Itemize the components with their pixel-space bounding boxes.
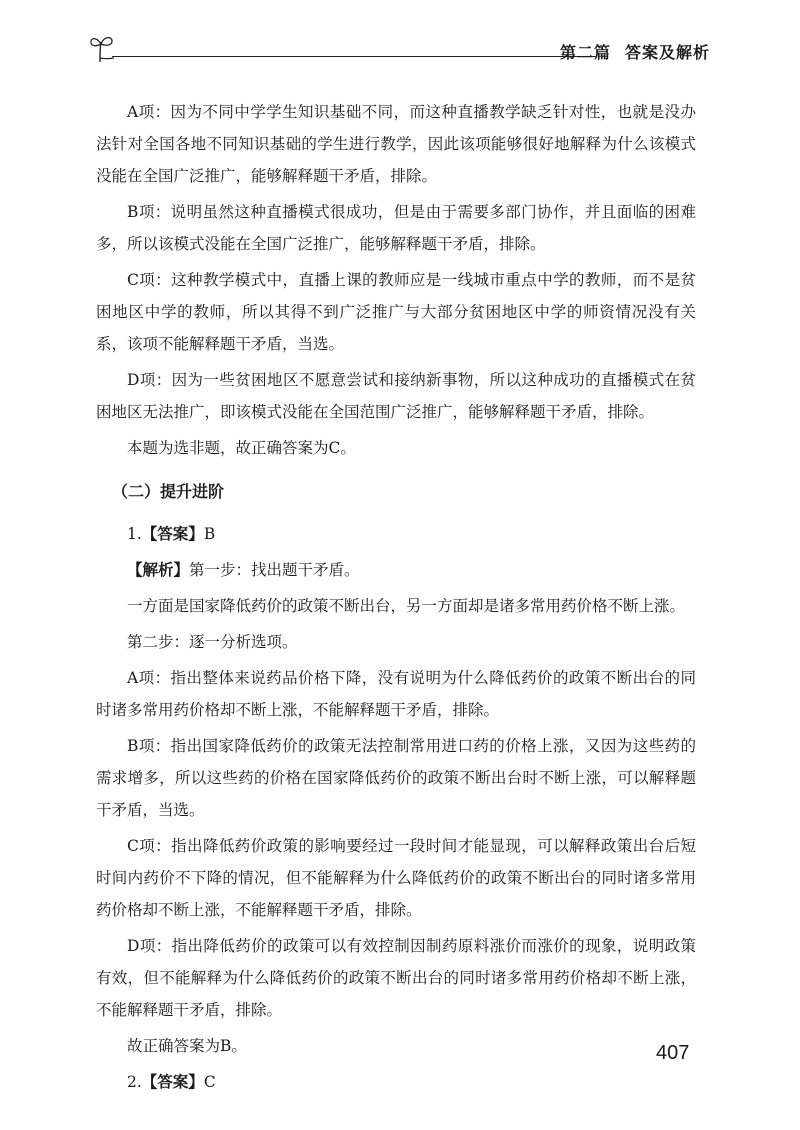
q1-analysis-label: 【解析】 xyxy=(127,561,190,579)
q1-paragraph: A项：指出整体来说药品价格下降，没有说明为什么降低药价的政策不断出台的同时诸多常用药价格却不断上涨，不能解释题干矛盾，排除。 xyxy=(96,669,696,719)
page-body xyxy=(96,96,696,1102)
q1-analysis-first: 第一步：找出题干矛盾。 xyxy=(189,561,360,579)
q1-answer: B xyxy=(203,525,216,543)
header-section: 答案及解析 xyxy=(624,43,710,62)
q1-paragraph: C项：指出降低药价政策的影响要经过一段时间才能显现，可以解释政策出台后短时间内药价不下降的情况，但不能解释为什么降低药价的政策不断出台的同时诸多常用药价格却不断上涨，不能解释题干矛盾，排除。 xyxy=(96,837,696,919)
header-rule xyxy=(112,56,596,57)
q1-paragraph: 一方面是国家降低药价的政策不断出台，另一方面却是诸多常用药价格不断上涨。 xyxy=(127,597,686,615)
q1-number: 1. xyxy=(127,525,142,543)
header-title xyxy=(560,40,710,63)
page-number: 407 xyxy=(656,1042,690,1064)
paragraph-option-c: C项：这种教学模式中，直播上课的教师应是一线城市重点中学的教师，而不是贫困地区中学的教师，所以其得不到广泛推广与大部分贫困地区中学的师资情况没有关系，该项不能解释题干矛盾，当选。 xyxy=(96,271,696,353)
paragraph-conclusion: 本题为选非题，故正确答案为C。 xyxy=(127,439,356,457)
q2-answer-line xyxy=(96,1066,696,1098)
running-header xyxy=(88,30,712,70)
q1-paragraph: 第二步：逐一分析选项。 xyxy=(127,633,298,651)
q1-answer-label: 【答案】 xyxy=(141,525,204,543)
q1-paragraph: B项：指出国家降低药价的政策无法控制常用进口药的价格上涨，又因为这些药的需求增多，所以这些药的价格在国家降低药价的政策不断出台时不断上涨，可以解释题干矛盾，当选。 xyxy=(96,737,696,819)
header-part: 第二篇 xyxy=(559,43,611,62)
q1-analysis-line xyxy=(96,554,696,586)
paragraph-option-b: B项：说明虽然这种直播模式很成功，但是由于需要多部门协作，并且面临的困难多，所以该模式没能在全国广泛推广，能够解释题干矛盾，排除。 xyxy=(96,203,696,253)
q2-answer: C xyxy=(203,1073,216,1091)
paragraph-option-a: A项：因为不同中学学生知识基础不同，而这种直播教学缺乏针对性，也就是没办法针对全国各地不同知识基础的学生进行教学，因此该项能够很好地解释为什么该模式没能在全国广泛推广，能够解释题干矛盾，排除。 xyxy=(96,103,696,185)
q2-answer-label: 【答案】 xyxy=(141,1073,204,1091)
q2-number: 2. xyxy=(127,1073,142,1091)
q1-answer-line xyxy=(96,518,696,550)
paragraph-option-d: D项：因为一些贫困地区不愿意尝试和接纳新事物，所以这种成功的直播模式在贫困地区无法推广，即该模式没能在全国范围广泛推广，能够解释题干矛盾，排除。 xyxy=(96,371,696,421)
section-title: （二）提升进阶 xyxy=(112,482,225,501)
sprout-icon xyxy=(88,32,118,66)
q1-paragraph: D项：指出降低药价的政策可以有效控制因制药原料涨价而涨价的现象，说明政策有效，但不能解释为什么降低药价的政策不断出台的同时诸多常用药价格却不断上涨，不能解释题干矛盾，排除。 xyxy=(96,937,696,1019)
q1-paragraph: 故正确答案为B。 xyxy=(127,1037,247,1055)
